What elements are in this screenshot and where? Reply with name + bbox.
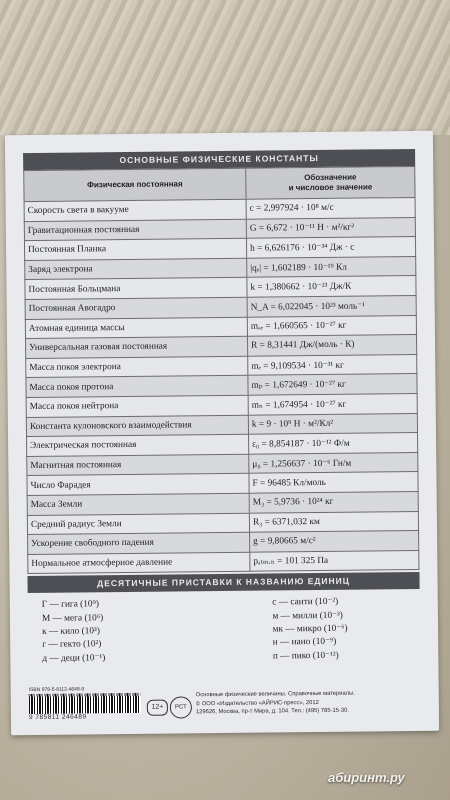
prefix-item: г — гекто (10²) [42,639,102,651]
constant-name: Постоянная Планка [24,238,246,260]
constant-value: R = 8,31441 Дж/(моль · К) [247,335,416,356]
prefix-item: с — санти (10⁻²) [272,597,339,608]
isbn-text: ISBN 978-5-8112-4648-9 [28,686,85,694]
prefix-item: мк — микро (10⁻⁶) [272,623,348,635]
constant-value: g = 9,80665 м/с² [250,531,419,552]
constant-name: Скорость света в вакууме [24,199,246,221]
prefix-item: п — пико (10⁻¹²) [272,650,339,662]
background-fabric [0,0,450,135]
constant-value: pₐₜₘ.ₙ = 101 325 Па [250,550,419,571]
card-footer [29,683,421,727]
constant-value: h = 6,626176 · 10⁻³⁴ Дж · с [246,237,415,258]
prefix-item: н — нано (10⁻⁹) [272,637,337,648]
prefix-item: д — деци (10⁻¹) [42,653,106,664]
constant-value: R₃ = 6371,032 км [249,511,418,532]
constant-name: Универсальная газовая постоянная [26,336,248,358]
constant-name: Масса покоя электрона [26,356,248,378]
constant-value: N_A = 6,022045 · 10²³ моль⁻¹ [247,295,416,316]
constant-value: ε₀ = 8,854187 · 10⁻¹² Ф/м [249,433,418,454]
table-header-row [24,166,415,201]
publisher-line: Основные физические величины. Справочные материалы. [195,690,355,699]
constant-name: Заряд электрона [25,258,247,280]
prefixes-right-column [177,595,408,664]
constant-name: Средний радиус Земли [27,513,249,535]
constant-name: Постоянная Авогадро [25,297,247,319]
constant-value: G = 6,672 · 10⁻¹¹ Н · м²/кг² [246,217,415,238]
constant-name: Магнитная постоянная [27,454,249,476]
publisher-line: 129626, Москва, пр-т Мира, д. 104. Тел.: (495) 785-15-30. [195,707,349,716]
reference-card [5,131,439,735]
constant-value: mₑ = 9,109534 · 10⁻³¹ кг [248,354,417,375]
constant-name: Гравитационная постоянная [24,219,246,241]
prefix-item: М — мега (10⁶) [41,612,104,624]
constants-banner: ОСНОВНЫЕ ФИЗИЧЕСКИЕ КОНСТАНТЫ [23,149,415,170]
constant-name: Масса покоя протона [26,376,248,398]
constant-row [28,550,419,574]
constant-value: M₃ = 5,9736 · 10²⁴ кг [249,491,418,512]
prefix-item: к — кило (10³) [42,626,100,637]
constant-name: Ускорение свободного падения [28,532,250,554]
constant-name: Электрическая постоянная [27,434,249,456]
constant-name: Нормальное атмосферное давление [28,552,250,574]
certification-mark: РСТ [170,696,192,718]
constants-table [23,166,419,574]
header-constant-name: Физическая постоянная [24,168,246,201]
barcode-bars [29,693,141,714]
constant-name: Число Фарадея [27,474,249,496]
constant-name: Константа кулоновского взаимодействия [26,415,248,437]
constant-value: mₙ = 1,674954 · 10⁻²⁷ кг [248,393,417,414]
constant-value: |qₑ| = 1,602189 · 10⁻¹⁹ Кл [247,256,416,277]
constant-value: F = 96485 Кл/моль [249,472,418,493]
prefixes-banner: ДЕСЯТИЧНЫЕ ПРИСТАВКИ К НАЗВАНИЮ ЕДИНИЦ [27,572,419,593]
barcode [29,686,141,725]
constant-value: μ₀ = 1,256637 · 10⁻⁶ Гн/м [249,452,418,473]
prefixes-list [28,589,421,670]
constant-name: Постоянная Больцмана [25,278,247,300]
header-symbol-line1: Обозначение [304,172,357,183]
constant-value: c = 2,997924 · 10⁸ м/с [246,197,415,218]
publisher-line: © ООО «Издательство «АЙРИС-пресс», 2012 [195,699,319,707]
watermark: абиринт.ру [328,770,405,785]
constants-body [24,197,419,573]
constant-name: Масса покоя нейтрона [26,395,248,417]
card-content [23,149,420,670]
constant-value: mₚ = 1,672649 · 10⁻²⁷ кг [248,374,417,395]
header-symbol-line2: и числовое значение [288,182,373,193]
constant-name: Масса Земли [27,493,249,515]
header-symbol-value [246,166,415,199]
age-rating-badge: 12+ [147,700,168,716]
publisher-info [196,690,355,717]
prefix-item: м — милли (10⁻³) [272,610,343,622]
constant-name: Атомная единица массы [25,317,247,339]
barcode-number: 9 785811 246489 [28,713,87,722]
prefixes-left-column [42,598,178,666]
constant-value: mₐₑ = 1,660565 · 10⁻²⁷ кг [247,315,416,336]
prefix-item: Г — гига (10⁹) [41,599,99,611]
constant-value: k = 1,380662 · 10⁻²³ Дж/К [247,276,416,297]
constant-value: k = 9 · 10⁹ Н · м²/Кл² [248,413,417,434]
